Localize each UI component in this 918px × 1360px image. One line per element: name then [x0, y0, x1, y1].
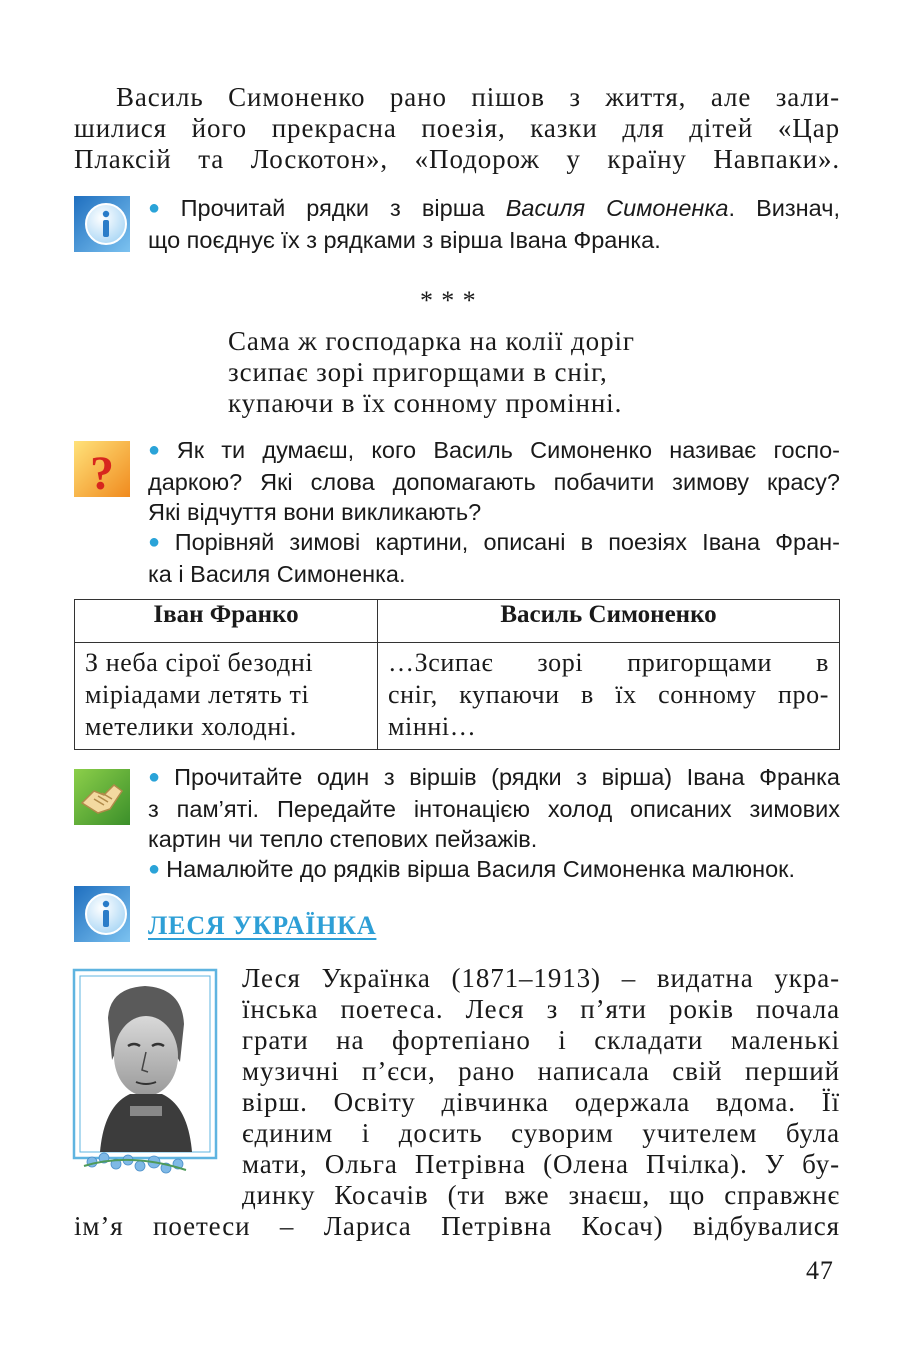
task1-line: ● Прочитай рядки з вірша Василя Симоненка. Визнач, — [148, 195, 840, 221]
group-task-line: картин чи тепло степових пейзажів. — [148, 826, 538, 852]
intro-line: шилися його прекрасна поезія, казки для дітей «Цар — [74, 113, 840, 143]
bullet: ● — [148, 531, 169, 553]
table-cell-line: міріадами летять ті — [85, 680, 310, 709]
table-cell-line: З неба сірої безодні — [85, 648, 314, 677]
paragraph-line: мати, Ольга Петрівна (Олена Пчілка). У бу- — [242, 1149, 840, 1179]
info-icon — [74, 886, 130, 942]
paragraph-line: грати на фортепіано і складати маленькі — [242, 1025, 840, 1055]
section-paragraph-last — [74, 1211, 840, 1242]
svg-text:?: ? — [90, 447, 114, 497]
question-line: даркою? Які слова допомагають побачити зимову красу? — [148, 469, 840, 495]
question-icon — [74, 441, 130, 497]
poem-asterisks: * * * — [420, 286, 477, 315]
questions-text — [148, 435, 840, 589]
section-paragraph — [242, 963, 840, 1211]
group-tasks-text — [148, 762, 840, 886]
paragraph-line: динку Косачів (ти вже знаєш, що справжнє — [242, 1180, 840, 1210]
intro-paragraph — [74, 82, 840, 175]
paragraph-line: Леся Українка (1871–1913) – видатна укра- — [242, 963, 840, 993]
poem-line: зсипає зорі пригорщами в сніг, — [228, 357, 608, 387]
paragraph-line: музичні п’єси, рано написала свій перший — [242, 1056, 840, 1086]
question-line: Які відчуття вони викликають? — [148, 499, 482, 525]
poem — [228, 326, 635, 419]
lesya-ukrainka-portrait — [70, 966, 220, 1181]
table-cell — [75, 643, 378, 750]
question-line: ● Як ти думаєш, кого Василь Симоненко називає госпо- — [148, 437, 840, 463]
table-row — [75, 643, 840, 750]
section-title-link[interactable]: ЛЕСЯ УКРАЇНКА — [148, 911, 377, 940]
group-task-line: ● Прочитайте один з віршів (рядки з вірша) Івана Франка — [148, 764, 840, 790]
intro-line: Плаксій та Лоскотон», «Подорож у країну Навпаки». — [74, 144, 840, 174]
paragraph-line: єдиним і досить суворим учителем була — [242, 1118, 840, 1148]
poem-line: купаючи в їх сонному промінні. — [228, 388, 623, 418]
table-cell-line: метелики холодні. — [85, 712, 297, 741]
info-icon — [74, 196, 130, 252]
table-header: Василь Симоненко — [378, 600, 840, 643]
bullet: ● — [148, 439, 171, 461]
table-header-row — [75, 600, 840, 643]
intro-line: Василь Симоненко рано пішов з життя, але зали- — [116, 82, 840, 112]
table-cell — [378, 643, 840, 750]
group-task-line: ● Намалюйте до рядків вірша Василя Симоненка малюнок. — [148, 856, 795, 882]
bullet: ● — [148, 858, 161, 880]
table-header: Іван Франко — [75, 600, 378, 643]
table-cell-line: …Зсипає зорі пригорщами в — [388, 648, 829, 677]
task1-text — [148, 193, 840, 255]
question-line: ● Порівняй зимові картини, описані в поезіях Івана Фран- — [148, 529, 840, 555]
bullet: ● — [148, 766, 169, 788]
paragraph-line: їнська поетеса. Леся з п’яти років почала — [242, 994, 840, 1024]
question-line: ка і Василя Симоненка. — [148, 561, 406, 587]
comparison-table — [74, 599, 840, 750]
paragraph-line: ім’я поетеси – Лариса Петрівна Косач) відбувалися — [74, 1211, 840, 1241]
page-number: 47 — [806, 1256, 834, 1285]
table-cell-line: мінні… — [388, 712, 477, 741]
table-cell-line: сніг, купаючи в їх сонному про- — [388, 680, 829, 709]
handshake-icon — [74, 769, 130, 825]
task1-line: що поєднує їх з рядками з вірша Івана Франка. — [148, 227, 661, 253]
poem-line: Сама ж господарка на колії доріг — [228, 326, 635, 356]
bullet: ● — [148, 197, 175, 219]
section-title[interactable] — [148, 911, 376, 941]
paragraph-line: вірш. Освіту дівчинка одержала вдома. Її — [242, 1087, 840, 1117]
group-task-line: з пам’яті. Передайте інтонацією холод описаних зимових — [148, 796, 840, 822]
